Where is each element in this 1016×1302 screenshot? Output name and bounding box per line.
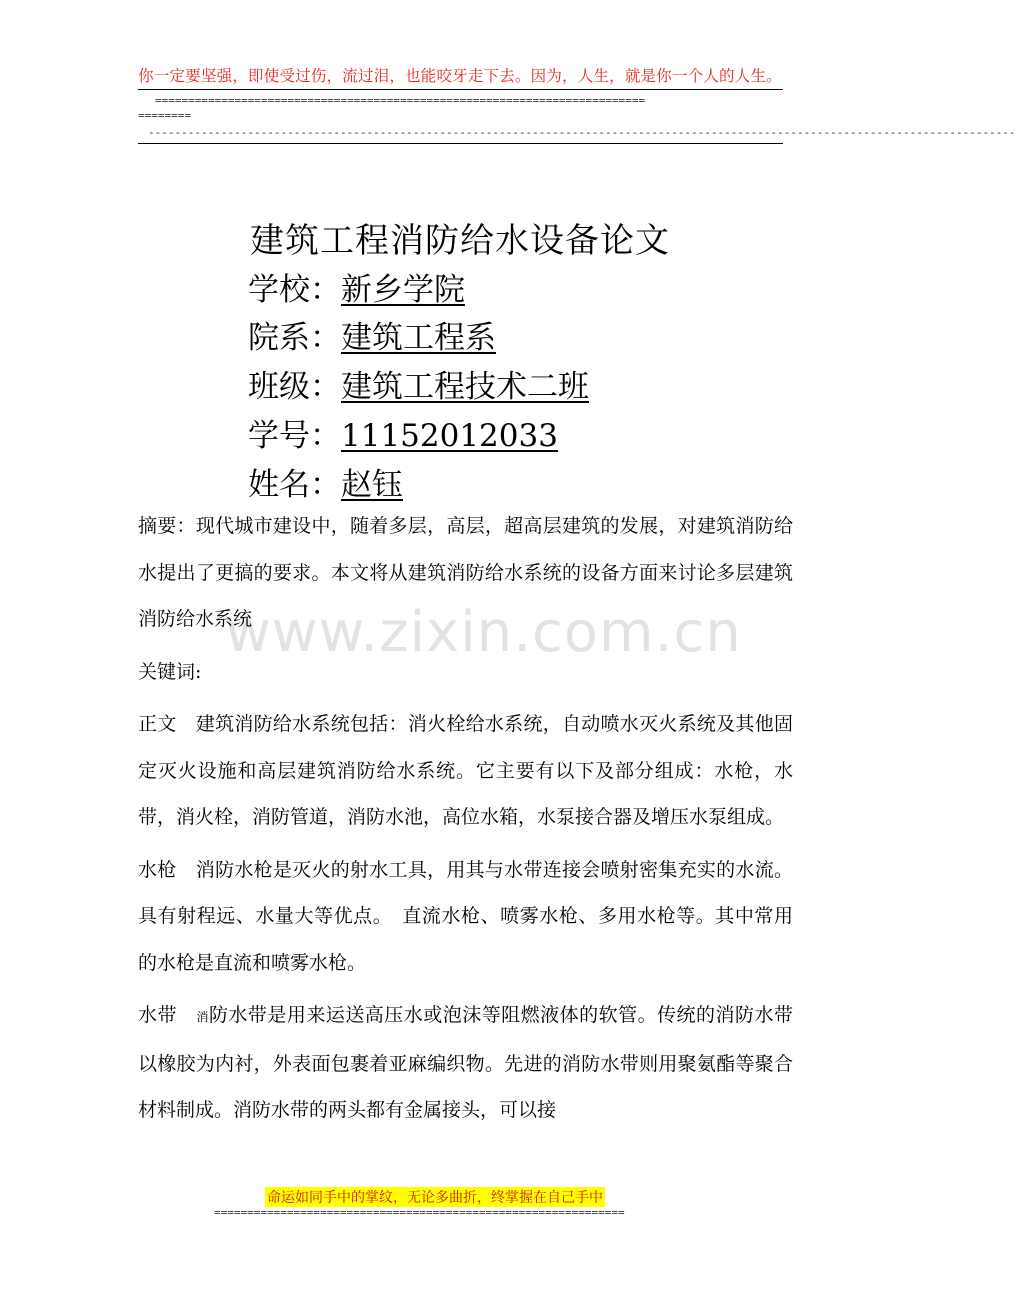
info-label: 姓名： xyxy=(248,467,341,503)
small-char: 消 xyxy=(196,1010,209,1024)
info-value: 11152012033 xyxy=(341,418,558,454)
info-label: 班级： xyxy=(248,369,341,405)
watermark: www.zixin.com.cn xyxy=(225,600,742,665)
header-rule xyxy=(138,89,783,90)
info-value: 新乡学院 xyxy=(341,272,465,308)
main-text-paragraph xyxy=(138,701,793,841)
section-head: 水带 xyxy=(138,1004,177,1026)
section-head: 正文 xyxy=(138,713,177,735)
header-equals-line-wrap: ======== xyxy=(138,109,191,122)
info-value: 建筑工程系 xyxy=(341,320,496,356)
section-head: 水枪 xyxy=(138,858,177,881)
header-motto: 你一定要坚强，即使受过伤，流过泪，也能咬牙走下去。因为，人生，就是你一个人的人生。 xyxy=(138,67,782,85)
section-text: 防水带是用来运送高压水或泡沫等阻燃液体的软管。传统的消防水带以橡胶为内衬，外表面包裹着亚麻编织物。先进的消防水带则用聚氨酯等聚合材料制成。消防水带的两头都有金属接头，可以接 xyxy=(138,1004,793,1121)
header-rule-bottom xyxy=(138,143,783,144)
section-text: 建筑消防给水系统包括：消火栓给水系统，自动喷水灭火系统及其他固定灭火设施和高层建筑消防给水系统。它主要有以下及部分组成：水枪，水带，消火栓，消防管道，消防水池，高位水箱，水泵接合器及增压水泵组成。 xyxy=(138,713,793,828)
info-department xyxy=(248,312,496,357)
footer-equals-line: ============================================================== xyxy=(214,1206,625,1219)
info-class xyxy=(248,361,589,406)
document-title: 建筑工程消防给水设备论文 xyxy=(250,221,670,261)
keywords-paragraph: 关键词: xyxy=(138,660,202,683)
hose-paragraph xyxy=(138,992,793,1134)
document-body xyxy=(138,503,793,1140)
info-label: 学号： xyxy=(248,418,341,454)
info-value: 赵钰 xyxy=(341,467,403,503)
info-name xyxy=(248,459,403,504)
info-label: 学校： xyxy=(248,272,341,308)
info-student-id xyxy=(248,410,558,455)
header-equals-line: ========================================================================== xyxy=(155,94,646,107)
nozzle-paragraph xyxy=(138,847,793,987)
info-value: 建筑工程技术二班 xyxy=(341,369,589,405)
header-dash-line: ----------------------------------------------------------------------------------------------------------------------------------- xyxy=(148,126,1016,139)
info-label: 院系： xyxy=(248,320,341,356)
abstract-paragraph: 摘要：现代城市建设中，随着多层，高层，超高层建筑的发展，对建筑消防给水提出了更搞的要求。本文将从建筑消防给水系统的设备方面来讨论多层建筑消防给水系统 xyxy=(138,515,793,630)
section-text: 消防水枪是灭火的射水工具，用其与水带连接会喷射密集充实的水流。具有射程远、水量大等优点。 直流水枪、喷雾水枪、多用水枪等。其中常用的水枪是直流和喷雾水枪。 xyxy=(138,858,793,974)
footer-motto: 命运如同手中的掌纹，无论多曲折，终掌握在自己手中 xyxy=(265,1187,605,1207)
info-school xyxy=(248,264,465,309)
